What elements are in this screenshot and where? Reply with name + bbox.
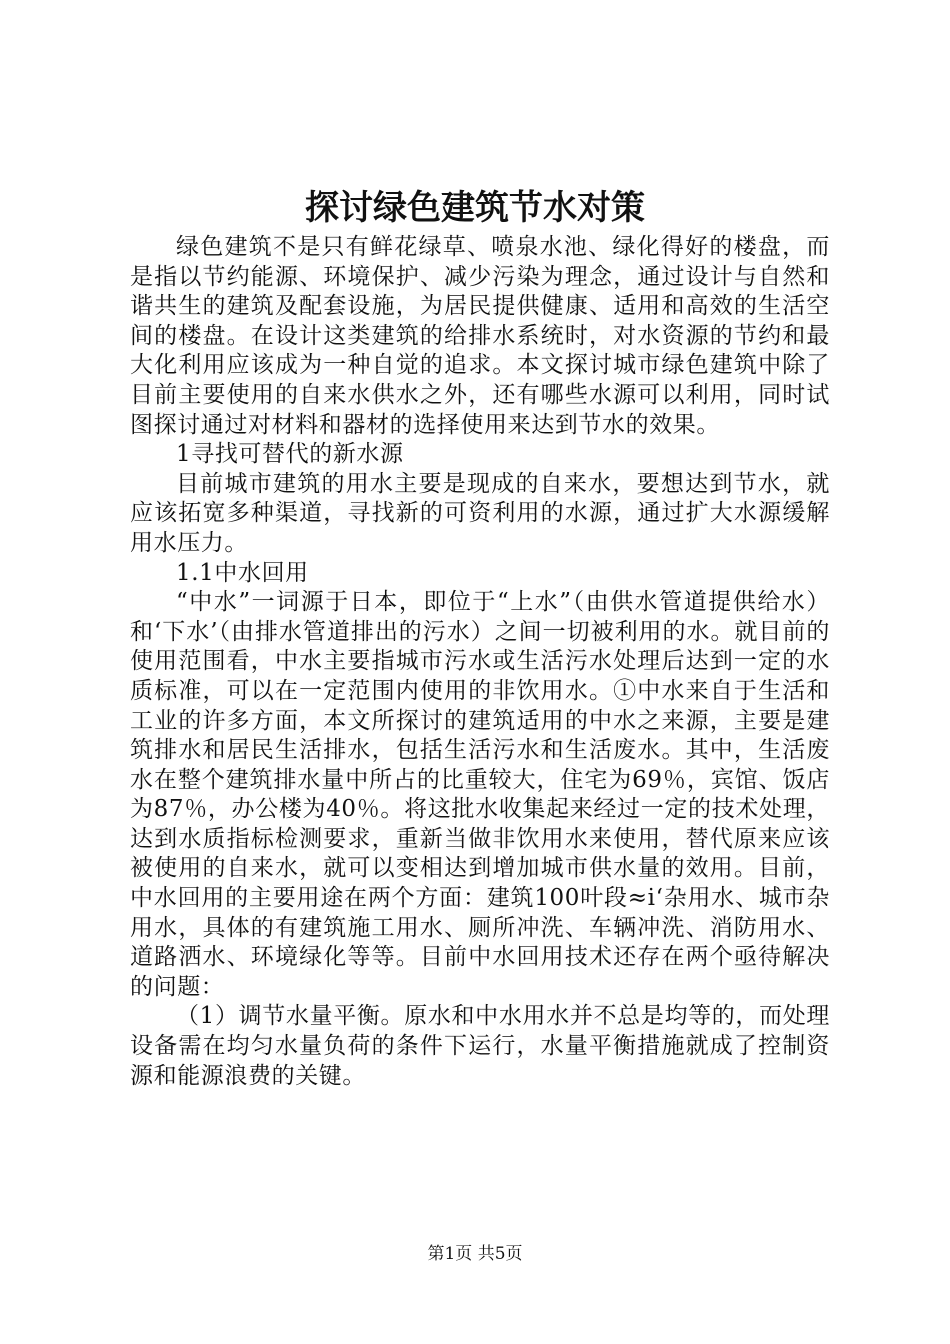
paragraph-new-water-source: 目前城市建筑的用水主要是现成的自来水，要想达到节水，就应该拓宽多种渠道，寻找新的可资利用的水源，通过扩大水源缓解用水压力。 — [130, 470, 830, 556]
section-heading-1-1: 1.1中水回用 — [176, 559, 309, 586]
page-title: 探讨绿色建筑节水对策 — [305, 188, 645, 228]
section-heading-1: 1寻找可替代的新水源 — [176, 441, 404, 468]
paragraph-reclaimed-water: “中水”一词源于日本，即位于“上水”（由供水管道提供给水）和‘下水’（由排水管道排出的污水）之间一切被利用的水。就目前的使用范围看，中水主要指城市污水或生活污水处理后达到一定的水质标准，可以在一定范围内使用的非饮用水。①中水来自于生活和工业的许多方面，本文所探讨的建筑适用的中水之来源，主要是建筑排水和居民生活排水，包括生活污水和生活废水。其中，生活废水在整个建筑排水量中所占的比重较大，住宅为69％，宾馆、饭店为87％，办公楼为40％。将这批水收集起来经过一定的技术处理，达到水质指标检测要求，重新当做非饮用水来使用，替代原来应该被使用的自来水，就可以变相达到增加城市供水量的效用。目前，中水回用的主要用途在两个方面：建筑100叶段≈i‘杂用水、城市杂用水，具体的有建筑施工用水、厕所冲洗、车辆冲洗、消防用水、道路洒水、环境绿化等等。目前中水回用技术还存在两个亟待解决的问题： — [130, 589, 830, 1000]
document-body — [130, 233, 830, 1091]
page-footer: 第1页 共5页 — [427, 1244, 523, 1264]
paragraph-water-balance: （1）调节水量平衡。原水和中水用水并不总是均等的，而处理设备需在均匀水量负荷的条件下运行，水量平衡措施就成了控制资源和能源浪费的关键。 — [130, 1003, 830, 1089]
paragraph-intro: 绿色建筑不是只有鲜花绿草、喷泉水池、绿化得好的楼盘，而是指以节约能源、环境保护、减少污染为理念，通过设计与自然和谐共生的建筑及配套设施，为居民提供健康、适用和高效的生活空间的楼盘。在设计这类建筑的给排水系统时，对水资源的节约和最大化利用应该成为一种自觉的追求。本文探讨城市绿色建筑中除了目前主要使用的自来水供水之外，还有哪些水源可以利用，同时试图探讨通过对材料和器材的选择使用来达到节水的效果。 — [130, 234, 830, 438]
